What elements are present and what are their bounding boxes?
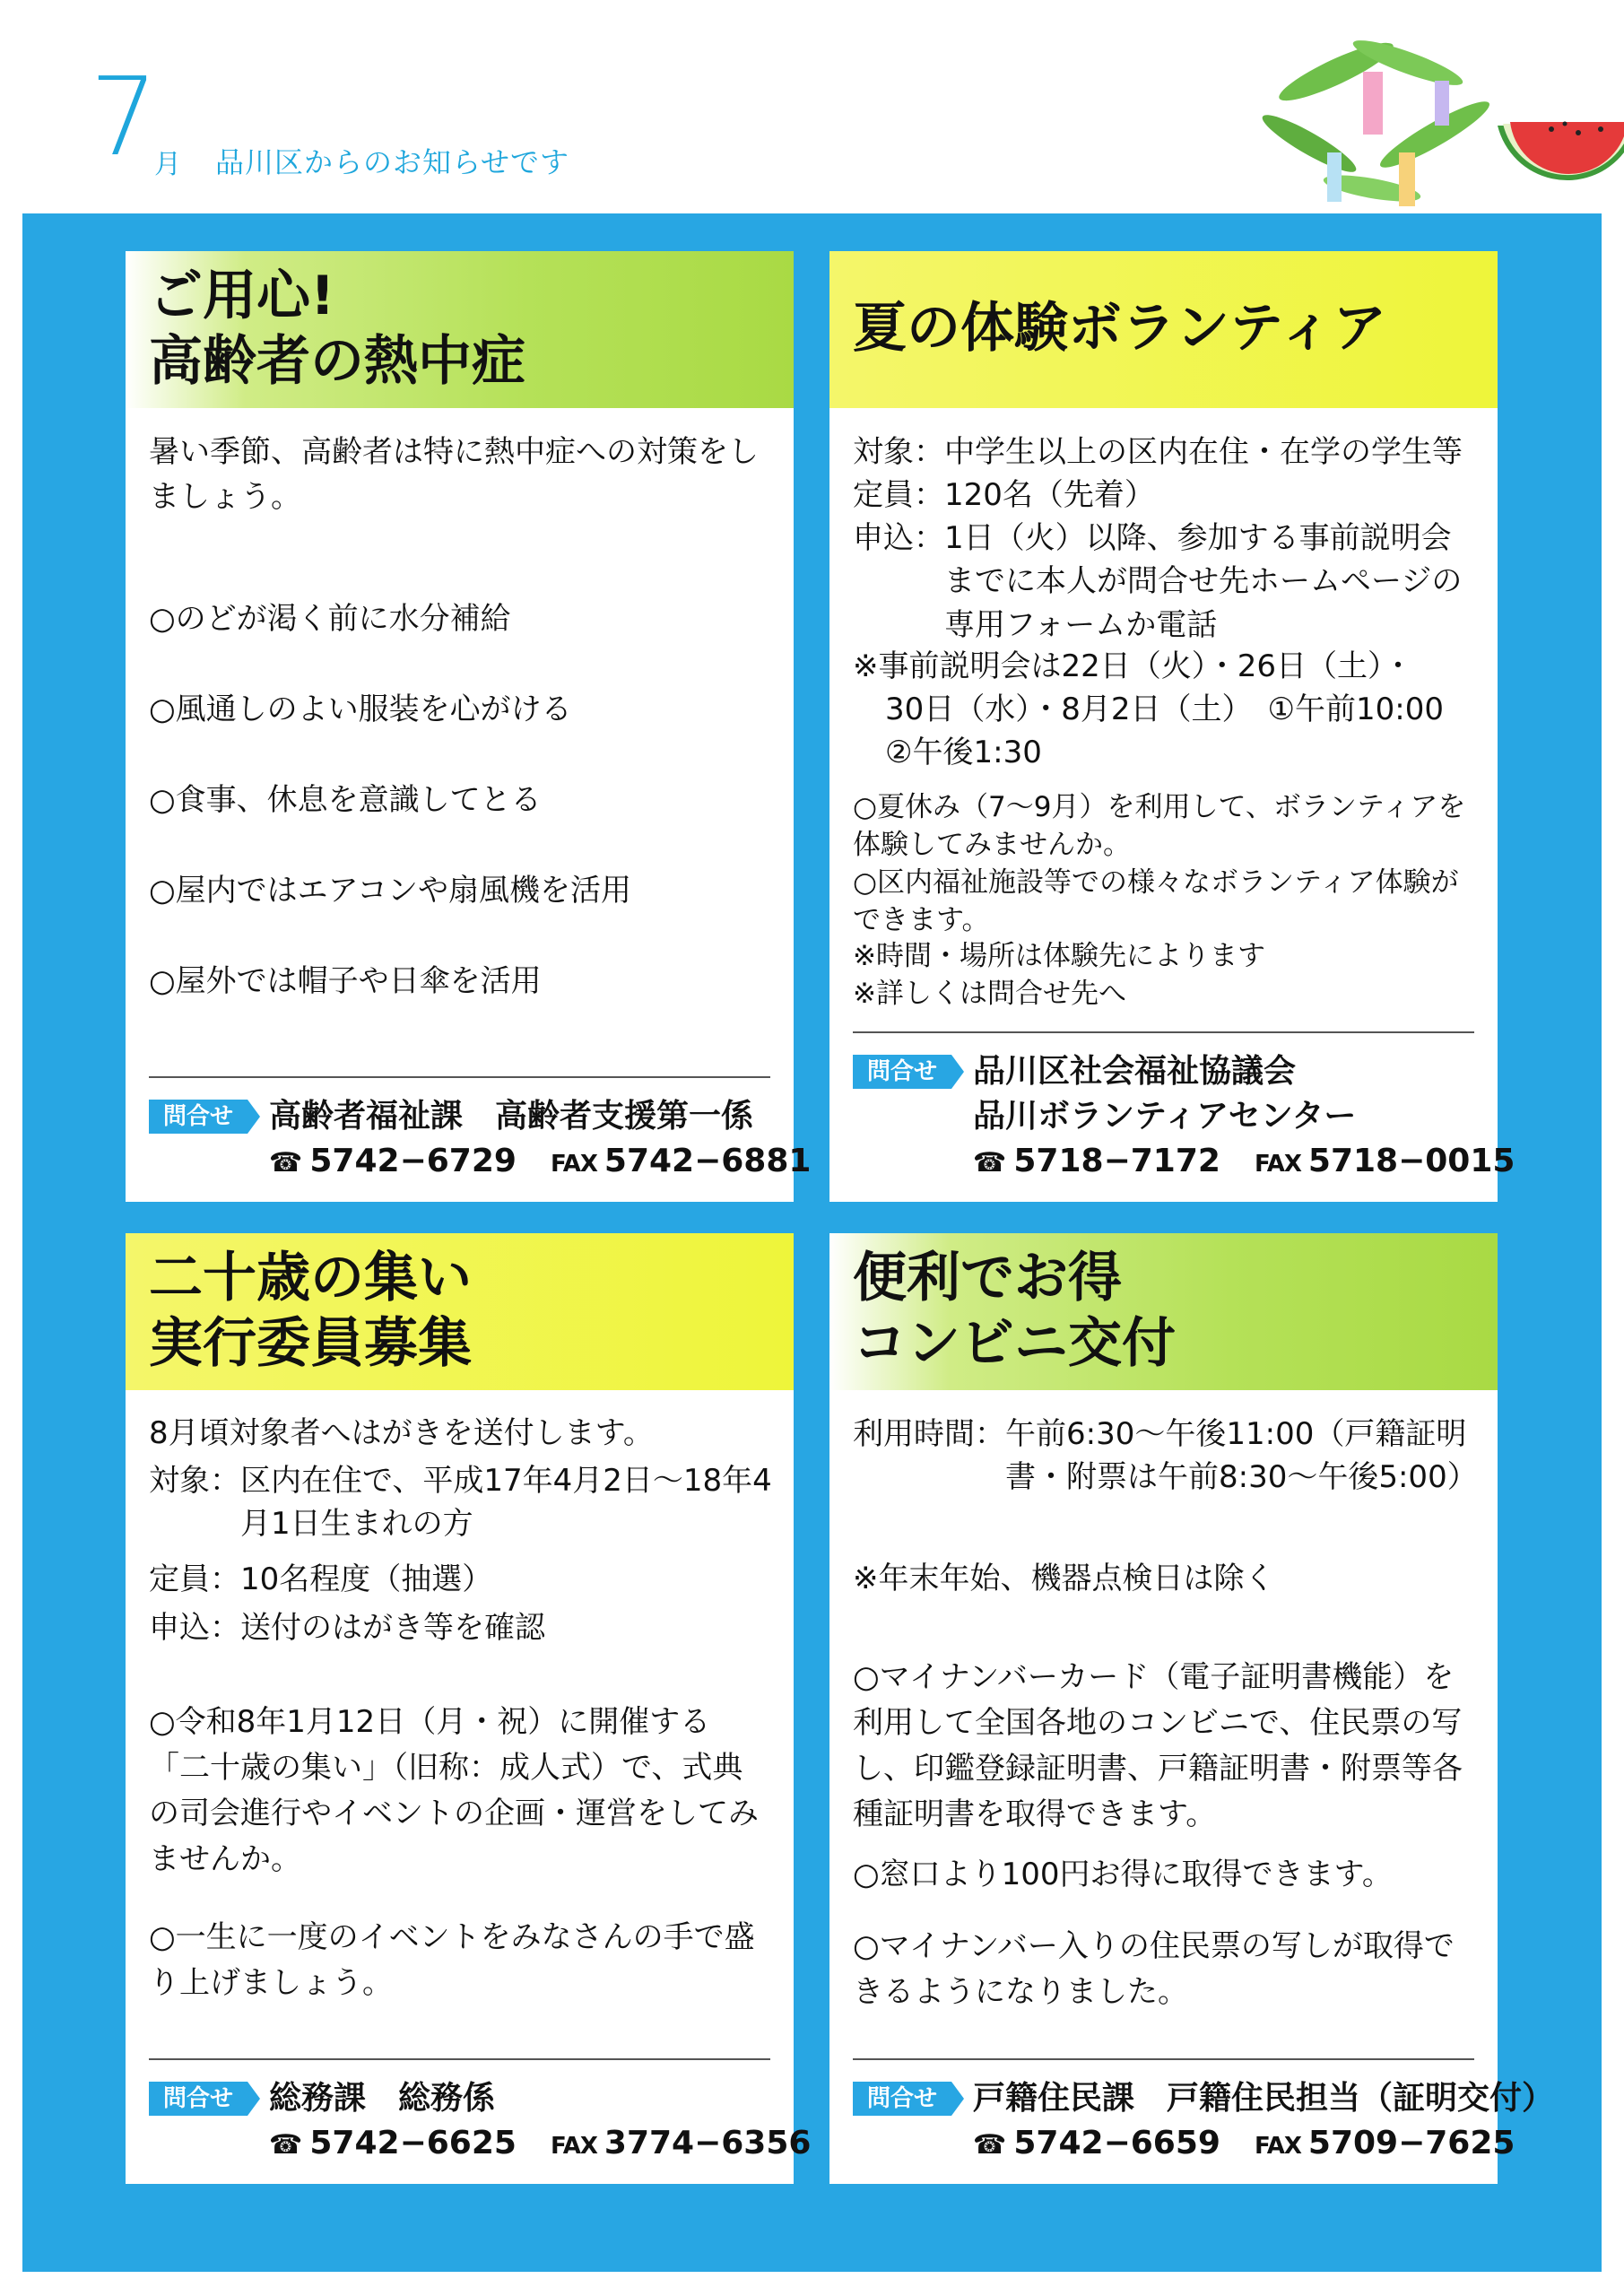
card-heatstroke (126, 251, 812, 1202)
fax-label: FAX (550, 2133, 597, 2160)
fax-number: 5718−0015 (1307, 1143, 1515, 1179)
card-twenty-title-line2: 実行委員募集 (149, 1312, 472, 1376)
header-title: 品川区からのお知らせです (215, 145, 570, 179)
card-volunteer-header (829, 251, 1498, 408)
card-twenty-title-line1: 二十歳の集い (149, 1247, 472, 1309)
contact-badge: 問合せ (149, 2082, 248, 2116)
list-item: ○食事、休息を意識してとる (149, 782, 542, 818)
month-unit: 月 (154, 149, 181, 180)
card-konbini-title-line2: コンビニ交付 (853, 1312, 1176, 1376)
card-heatstroke-header (126, 251, 794, 408)
paragraph: ○マイナンバーカード（電子証明書機能）を利用して全国各地のコンビニで、住民票の写し、印鑑登録証明書、戸籍証明書・附票等各種証明書を取得できます。 (853, 1659, 1463, 1832)
card-konbini-title-line1: 便利でお得 (853, 1247, 1122, 1309)
fax-number: 3774−6356 (604, 2125, 812, 2161)
list-item: ○屋外では帽子や日傘を活用 (149, 963, 542, 999)
phone-icon: ☎ (973, 1147, 1007, 1178)
phone-number: 5742−6625 (309, 2125, 517, 2161)
info-row: 利用時間： 午前6:30〜午後11:00（戸籍証明書・附票は午前8:30〜午後5:00） (853, 1416, 1478, 1496)
contact-name: 戸籍住民課 戸籍住民担当（証明交付） (973, 2080, 1555, 2117)
summer-decoration-illustration (1229, 18, 1624, 242)
note-line: ※年末年始、機器点検日は除く (853, 1561, 1275, 1596)
paragraph: ○一生に一度のイベントをみなさんの手で盛り上げましょう。 (149, 1919, 755, 2001)
card-twenty (126, 1233, 812, 2184)
card-heatstroke-title-line1: ご用心! (149, 265, 335, 327)
paragraph: ○窓口より100円お得に取得できます。 (853, 1857, 1393, 1892)
contact-name: 品川ボランティアセンター (973, 1098, 1357, 1135)
fax-number: 5709−7625 (1307, 2125, 1515, 2161)
phone-number: 5742−6729 (309, 1143, 517, 1179)
phone-icon: ☎ (269, 2129, 303, 2161)
page-header (0, 0, 1624, 213)
contact-numbers (269, 2121, 811, 2166)
info-row: 申込： 送付のはがき等を確認 (149, 1610, 545, 1646)
info-row: 対象： 区内在住で、平成17年4月2日〜18年4月1日生まれの方 (149, 1463, 772, 1543)
divider (149, 2058, 770, 2060)
contact-name: 総務課 総務係 (269, 2080, 496, 2117)
note-line: ②午後1:30 (885, 735, 1042, 770)
contact-name: 高齢者福祉課 高齢者支援第一係 (269, 1098, 754, 1135)
bamboo-leaves-icon (1257, 32, 1495, 206)
phone-number: 5718−7172 (1013, 1143, 1220, 1179)
fax-label: FAX (1254, 2133, 1301, 2160)
list-item: ○のどが渇く前に水分補給 (149, 601, 511, 637)
info-row: 定員： 120名（先着） (853, 477, 1155, 513)
month-number: 7 (90, 56, 159, 180)
paragraph: ※詳しくは問合せ先へ (853, 978, 1126, 1010)
card-twenty-header (126, 1233, 794, 1390)
divider (853, 2058, 1474, 2060)
fax-number: 5742−6881 (604, 1143, 812, 1179)
card-heatstroke-intro: 暑い季節、高齢者は特に熱中症への対策をしましょう。 (149, 434, 759, 515)
contact-badge: 問合せ (853, 2082, 951, 2116)
list-item: ○風通しのよい服装を心がける (149, 691, 572, 727)
card-twenty-intro: 8月頃対象者へはがきを送付します。 (149, 1415, 654, 1451)
contact-name: 品川区社会福祉協議会 (973, 1053, 1297, 1090)
paragraph: ○区内福祉施設等での様々なボランティア体験ができます。 (853, 866, 1459, 936)
watermelon-icon (1498, 122, 1624, 181)
paragraph: ○夏休み（7〜9月）を利用して、ボランティアを体験してみませんか。 (853, 791, 1466, 861)
contact-badge: 問合せ (149, 1100, 248, 1134)
card-volunteer-title: 夏の体験ボランティア (853, 297, 1387, 360)
info-row: 定員： 10名程度（抽選） (149, 1561, 493, 1597)
contact-numbers (973, 1139, 1515, 1184)
contact-numbers (269, 1139, 811, 1184)
contact-numbers (973, 2121, 1515, 2166)
fax-label: FAX (550, 1151, 597, 1178)
list-item: ○屋内ではエアコンや扇風機を活用 (149, 873, 631, 909)
info-row: 申込： 1日（火）以降、参加する事前説明会までに本人が問合せ先ホームページの専用フォームか電話 (853, 520, 1463, 643)
contact-badge: 問合せ (853, 1055, 951, 1089)
phone-icon: ☎ (269, 1147, 303, 1178)
phone-icon: ☎ (973, 2129, 1007, 2161)
card-heatstroke-title-line2: 高齢者の熱中症 (149, 330, 525, 394)
card-volunteer (829, 251, 1515, 1202)
note-line: ※事前説明会は22日（火）・26日（土）・ (853, 648, 1414, 684)
fax-label: FAX (1254, 1151, 1301, 1178)
paragraph: ○マイナンバー入りの住民票の写しが取得できるようになりました。 (853, 1928, 1455, 2010)
info-row: 対象： 中学生以上の区内在住・在学の学生等 (853, 434, 1463, 470)
note-line: 30日（水）・8月2日（土） ①午前10:00 (885, 691, 1444, 727)
paragraph: ○令和8年1月12日（月・祝）に開催する「二十歳の集い」（旧称：成人式）で、式典の司会進行やイベントの企画・運営をしてみませんか。 (149, 1704, 759, 1877)
card-konbini-header (829, 1233, 1498, 1390)
divider (853, 1031, 1474, 1033)
card-konbini (829, 1233, 1555, 2184)
paragraph: ※時間・場所は体験先によります (853, 940, 1265, 972)
phone-number: 5742−6659 (1013, 2125, 1220, 2161)
divider (149, 1076, 770, 1078)
